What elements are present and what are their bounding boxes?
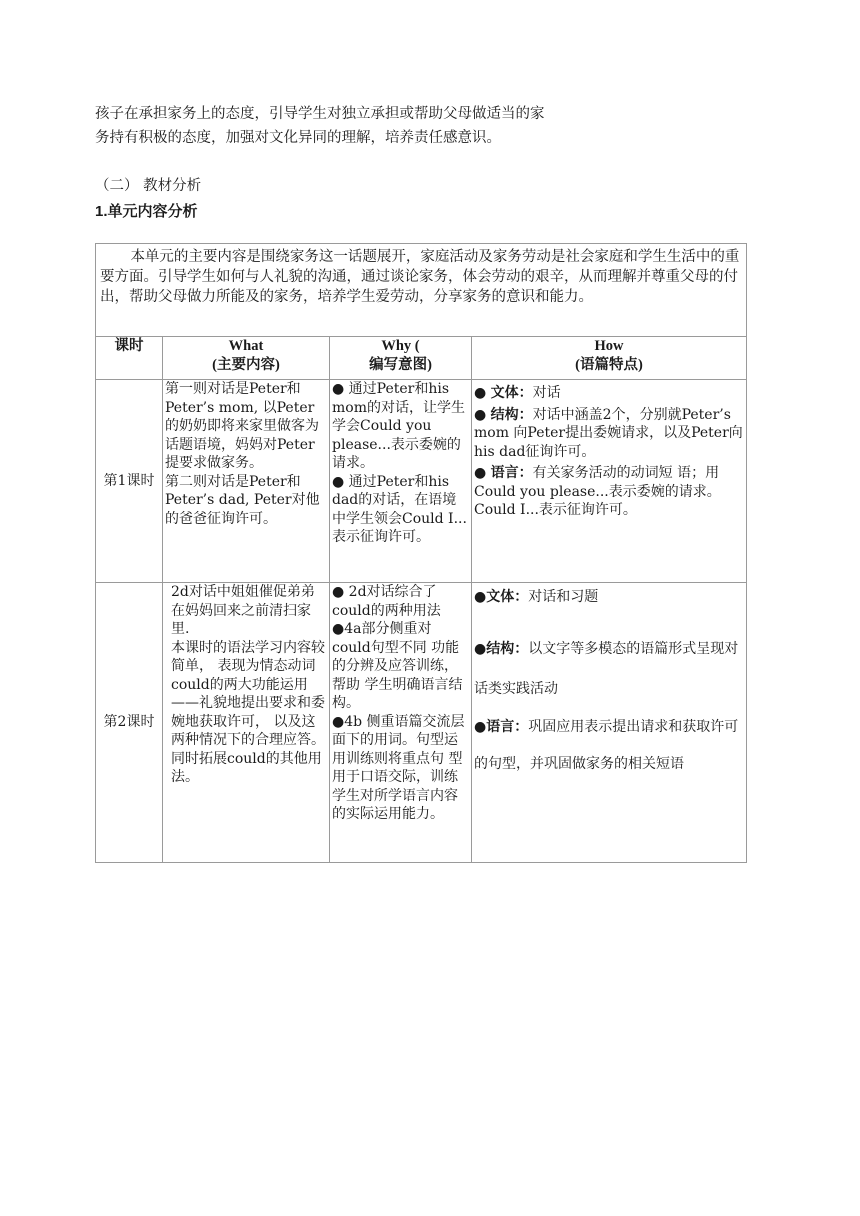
why-cell — [330, 583, 472, 863]
why-paragraph: ● 通过Peter和his mom的对话，让学生学会Could you please...表示委婉的请求。 — [332, 381, 465, 471]
bullet-icon: ● — [474, 589, 487, 605]
how-item — [474, 406, 744, 462]
how-text: 巩固应用表示提出请求和获取许可的句型，并巩固做家务的相关短语 — [474, 719, 739, 772]
header-what-label: What — [228, 338, 264, 354]
lesson-cell: 第2课时 — [96, 583, 163, 863]
table-intro-text: 本单元的主要内容是围绕家务这一话题展开，家庭活动及家务劳动是社会家庭和学生生活中的重要方面。引导学生如何与人礼貌的沟通，通过谈论家务，体会劳动的艰辛，从而理解并尊重父母的付出，帮助父母做力所能及的家务，培养学生爱劳动，分享家务的意识和能力。 — [100, 249, 740, 305]
bullet-icon: ● — [474, 465, 491, 481]
header-lesson-label: 课时 — [114, 338, 144, 354]
how-item — [474, 629, 744, 709]
why-paragraph: ●4a部分侧重对could句型不同 功能的分辨及应答训练，帮助 学生明确语言结构。 — [332, 621, 463, 711]
how-label: 语言： — [486, 719, 529, 735]
how-cell — [472, 380, 747, 583]
bullet-icon: ● — [474, 719, 487, 735]
table-header-row — [96, 337, 747, 380]
bullet-icon: ● — [474, 406, 491, 423]
why-paragraph: ● 通过Peter和his dad的对话，在语境中学生领会Could I...表示征询许可。 — [332, 473, 467, 545]
header-how-sub: (语篇特点) — [575, 357, 643, 373]
header-what — [163, 337, 330, 380]
header-why-label: Why ( — [381, 338, 420, 354]
how-text: 对话中涵盖2个，分别就Peter’s mom 向Peter提出委婉请求，以及Peter向his dad征询许可。 — [474, 406, 743, 460]
how-text: 对话和习题 — [528, 589, 599, 605]
intro-line-2: 务持有积极的态度，加强对文化异同的理解，培养责任感意识。 — [95, 130, 501, 146]
how-text: 有关家务活动的动词短 语；用Could you please...表示委婉的请求。Could I...表示征询许可。 — [474, 465, 721, 518]
how-item — [474, 384, 744, 403]
table-row — [96, 583, 747, 863]
header-how-label: How — [594, 338, 624, 354]
what-paragraph: 第二则对话是Peter和Peter’s dad, Peter对他的爸爸征询许可。 — [165, 473, 320, 527]
how-label: 文体： — [490, 385, 533, 401]
intro-line-1: 孩子在承担家务上的态度，引导学生对独立承担或帮助父母做适当的家 — [95, 106, 545, 122]
header-why-sub: 编写意图) — [369, 357, 432, 373]
header-how — [472, 337, 747, 380]
why-paragraph: ● 2d对话综合了could的两种用法 — [332, 584, 441, 619]
unit-analysis-table — [95, 243, 747, 863]
table-intro-row — [96, 244, 747, 337]
sub-heading: 1.单元内容分析 — [95, 203, 198, 220]
how-text: 对话 — [532, 385, 561, 401]
what-paragraph: 第一则对话是Peter和Peter’s mom, 以Peter的奶奶即将来家里做客为话题语境，妈妈对Peter提要求做家务。 — [165, 381, 319, 471]
header-lesson — [96, 337, 163, 380]
how-label: 文体： — [486, 589, 529, 605]
why-paragraph: ●4b 侧重语篇交流层面下的用词。句型运用训练则将重点句 型用于口语交际，训练学生对所学语言内容的实际运用能力。 — [332, 713, 465, 822]
header-what-sub: (主要内容) — [212, 357, 280, 373]
bullet-icon: ● — [474, 641, 487, 657]
what-paragraph: 2d对话中姐姐催促弟弟在妈妈回来之前清扫家里. — [171, 584, 315, 637]
bullet-icon: ● — [474, 385, 491, 401]
what-paragraph: 本课时的语法学习内容较简单， 表现为情态动词 could的两大功能运用——礼貌地提出要求和委 婉地获取许可， 以及这两种情况下的合理应答。同时拓展could的其他用法。 — [171, 639, 325, 785]
why-cell — [330, 380, 472, 583]
how-cell — [472, 583, 747, 863]
header-why — [330, 337, 472, 380]
how-label: 结构： — [486, 641, 529, 657]
how-item — [474, 587, 744, 607]
how-label: 语言： — [490, 465, 533, 481]
how-label: 结构： — [490, 406, 533, 423]
what-cell — [163, 583, 330, 863]
how-item — [474, 464, 744, 520]
table-row — [96, 380, 747, 583]
how-text: 以文字等多模态的语篇形式呈现对话类实践活动 — [474, 641, 739, 697]
lesson-cell: 第1课时 — [96, 380, 163, 583]
what-cell — [163, 380, 330, 583]
table-intro-cell — [96, 244, 747, 337]
section-heading: （二） 教材分析 — [95, 178, 202, 194]
how-item — [474, 709, 744, 783]
